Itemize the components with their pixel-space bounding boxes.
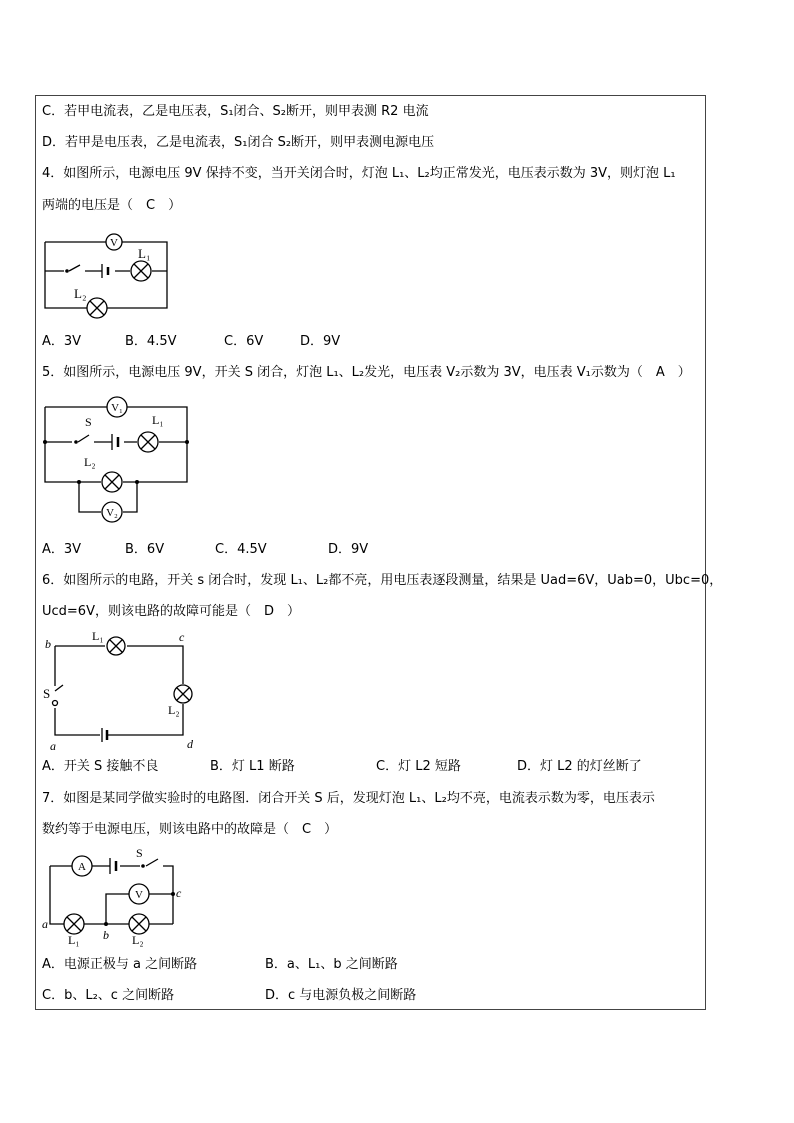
lamp2-label: L₂ — [132, 933, 144, 947]
q5-option-d[interactable]: D．9V — [328, 542, 369, 557]
question-7-line1: 7．如图是某同学做实验时的电路图．闭合开关 S 后，发现灯泡 L₁、L₂均不亮，电流表示数为零，电压表示 — [42, 791, 655, 806]
lamp1-label: L₁ — [138, 246, 151, 261]
question-4-line2: 两端的电压是（ C ） — [42, 198, 182, 213]
node-c-label: c — [176, 886, 182, 900]
q7-option-d[interactable]: D．c 与电源负极之间断路 — [265, 988, 417, 1003]
node-a-label: a — [50, 739, 56, 753]
lamp2-label: L₂ — [84, 455, 96, 469]
circuit-diagram-q7 — [40, 844, 190, 949]
q5-option-c[interactable]: C．4.5V — [215, 542, 267, 557]
lamp1-label: L₁ — [68, 933, 80, 947]
voltmeter2-label: V₂ — [106, 507, 118, 519]
question-5: 5．如图所示，电源电压 9V，开关 S 闭合，灯泡 L₁、L₂发光，电压表 V₂示数为 3V，电压表 V₁示数为（ A ） — [42, 365, 691, 380]
ammeter-label: A — [78, 861, 86, 873]
option-c-q3: C．若甲电流表，乙是电压表，S₁闭合、S₂断开，则甲表测 R2 电流 — [42, 104, 429, 119]
node-d-label: d — [187, 737, 193, 751]
q6-option-a[interactable]: A．开关 S 接触不良 — [42, 759, 159, 774]
circuit-diagram-q6 — [40, 628, 205, 753]
q6-option-c[interactable]: C．灯 L2 短路 — [376, 759, 461, 774]
switch-label: S — [136, 846, 143, 860]
q4-option-b[interactable]: B．4.5V — [125, 334, 177, 349]
node-c-label: c — [179, 630, 185, 644]
q6-option-d[interactable]: D．灯 L2 的灯丝断了 — [517, 759, 642, 774]
q4-option-c[interactable]: C．6V — [224, 334, 264, 349]
q7-option-b[interactable]: B．a、L₁、b 之间断路 — [265, 957, 398, 972]
q6-option-b[interactable]: B．灯 L1 断路 — [210, 759, 295, 774]
lamp1-label: L₁ — [92, 629, 104, 643]
question-6-line2: Ucd=6V，则该电路的故障可能是（ D ） — [42, 604, 300, 619]
q4-option-d[interactable]: D．9V — [300, 334, 341, 349]
lamp2-label: L₂ — [74, 286, 87, 301]
voltmeter-label: V — [110, 237, 118, 249]
q5-option-a[interactable]: A．3V — [42, 542, 82, 557]
circuit-diagram-q4 — [42, 228, 172, 323]
question-6-line1: 6．如图所示的电路，开关 s 闭合时，发现 L₁、L₂都不亮，用电压表逐段测量，结果是 Uad=6V，Uab=0，Ubc=0， — [42, 573, 723, 588]
voltmeter1-label: V₁ — [111, 402, 123, 414]
option-d-q3: D．若甲是电压表，乙是电流表，S₁闭合 S₂断开，则甲表测电源电压 — [42, 135, 435, 150]
q4-option-a[interactable]: A．3V — [42, 334, 82, 349]
q7-option-c[interactable]: C．b、L₂、c 之间断路 — [42, 988, 175, 1003]
circuit-diagram-q5 — [42, 394, 197, 529]
lamp1-label: L₁ — [152, 413, 164, 427]
q7-option-a[interactable]: A．电源正极与 a 之间断路 — [42, 957, 198, 972]
node-b-label: b — [103, 928, 109, 942]
node-b-label: b — [45, 637, 51, 651]
node-a-label: a — [42, 917, 48, 931]
switch-label: S — [85, 415, 92, 429]
switch-label: S — [43, 686, 51, 701]
lamp2-label: L₂ — [168, 703, 180, 717]
question-4-line1: 4．如图所示，电源电压 9V 保持不变，当开关闭合时，灯泡 L₁、L₂均正常发光，电压表示数为 3V，则灯泡 L₁ — [42, 166, 676, 181]
q5-option-b[interactable]: B．6V — [125, 542, 165, 557]
question-7-line2: 数约等于电源电压，则该电路中的故障是（ C ） — [42, 822, 338, 837]
voltmeter-label: V — [135, 889, 143, 901]
